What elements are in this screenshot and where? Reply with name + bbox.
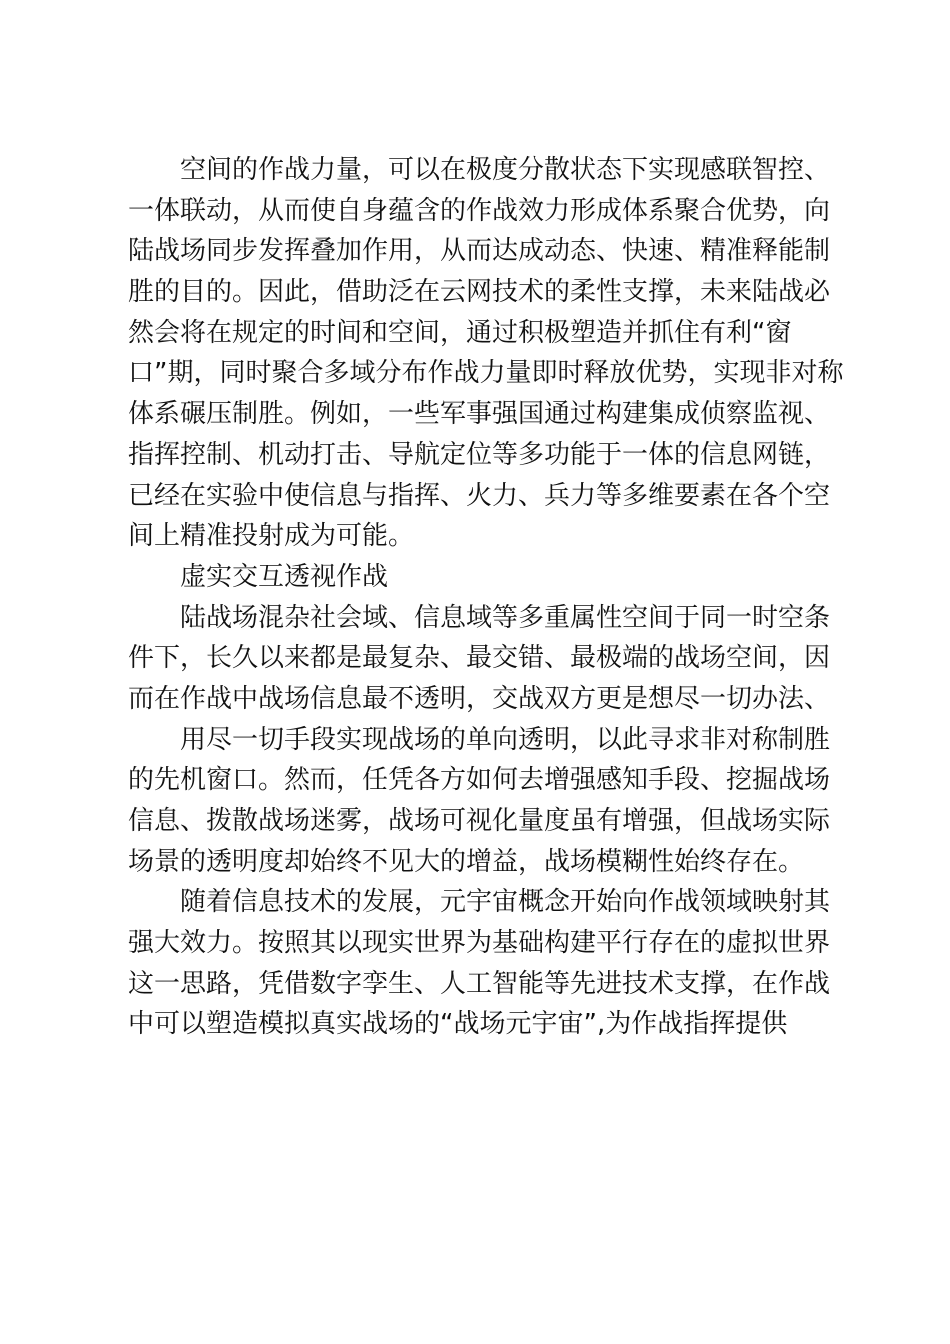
text-line: 信息、拨散战场迷雾，战场可视化量度虽有增强，但战场实际 xyxy=(128,806,831,836)
text-line: 场景的透明度却始终不见大的增益，战场模糊性始终存在。 xyxy=(128,846,805,877)
text-line: 一体联动，从而使自身蕴含的作战效力形成体系聚合优势，向 xyxy=(128,195,831,226)
text-line: 空间的作战力量，可以在极度分散状态下实现感联智控、 xyxy=(180,155,831,185)
text-line: 已经在实验中使信息与指挥、火力、兵力等多维要素在各个空 xyxy=(128,480,831,511)
text-line: 用尽一切手段实现战场的单向透明，以此寻求非对称制胜 xyxy=(180,724,831,755)
body-text xyxy=(128,150,844,1045)
text-line: 体系碾压制胜。例如，一些军事强国通过构建集成侦察监视、 xyxy=(128,399,831,430)
text-line: 陆战场混杂社会域、信息域等多重属性空间于同一时空条 xyxy=(180,602,831,633)
text-line: 强大效力。按照其以现实世界为基础构建平行存在的虚拟世界 xyxy=(128,928,831,959)
section-heading: 虚实交互透视作战 xyxy=(180,561,389,592)
text-line: 中可以塑造模拟真实战场的“战场元宇宙”,为作战指挥提供 xyxy=(128,1009,788,1040)
text-line: 随着信息技术的发展，元宇宙概念开始向作战领域映射其 xyxy=(180,887,831,918)
text-line: 口”期，同时聚合多域分布作战力量即时释放优势，实现非对称 xyxy=(128,358,844,389)
text-line: 胜的目的。因此，借助泛在云网技术的柔性支撑，未来陆战必 xyxy=(128,277,831,308)
text-line: 而在作战中战场信息最不透明，交战双方更是想尽一切办法、 xyxy=(128,683,831,714)
text-line: 间上精准投射成为可能。 xyxy=(128,521,415,552)
text-line: 的先机窗口。然而，任凭各方如何去增强感知手段、挖掘战场 xyxy=(128,765,831,796)
text-line: 指挥控制、机动打击、导航定位等多功能于一体的信息网链， xyxy=(128,439,831,470)
text-line: 然会将在规定的时间和空间，通过积极塑造并抓住有利“窗 xyxy=(128,317,792,348)
text-line: 陆战场同步发挥叠加作用，从而达成动态、快速、精准释能制 xyxy=(128,236,831,267)
text-line: 件下，长久以来都是最复杂、最交错、最极端的战场空间，因 xyxy=(128,643,831,674)
text-line: 这一思路，凭借数字孪生、人工智能等先进技术支撑，在作战 xyxy=(128,968,831,999)
